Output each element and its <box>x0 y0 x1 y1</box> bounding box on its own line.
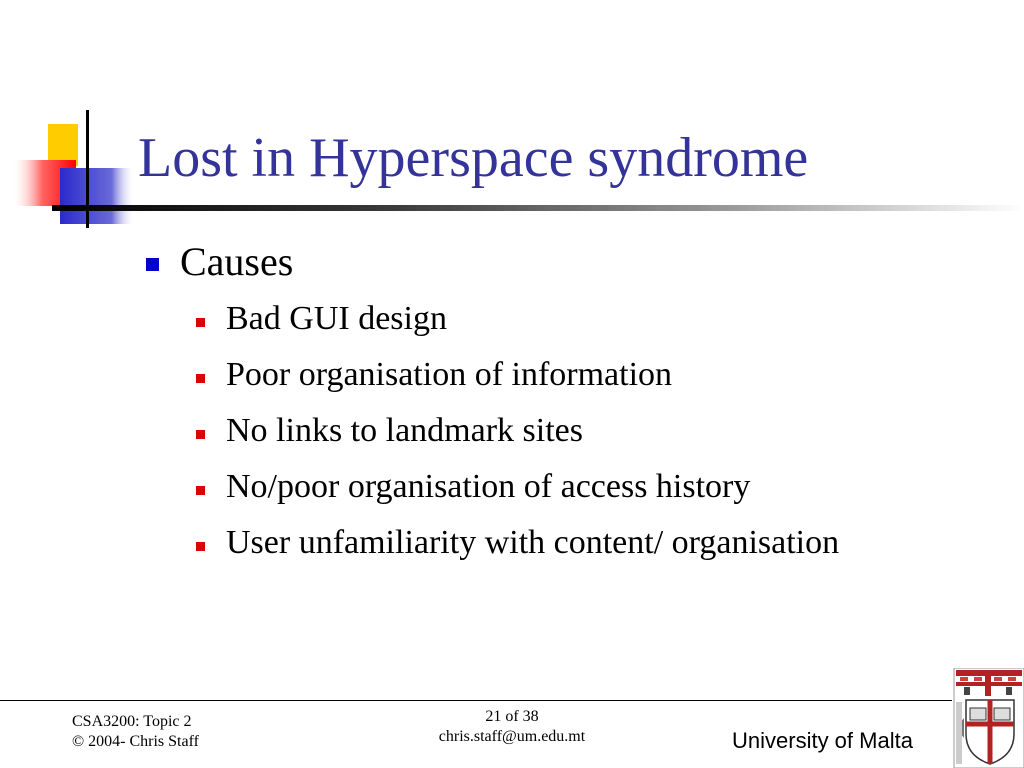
title-underline <box>52 205 1024 211</box>
footer-institution: University of Malta <box>732 728 913 753</box>
sub-bullet-poor-organisation: Poor organisation of information <box>226 356 673 393</box>
corner-logo-graphic <box>0 0 140 240</box>
sub-bullet-marker <box>196 430 205 439</box>
sub-bullet-marker <box>196 486 205 495</box>
bullet-causes: Causes <box>180 239 294 284</box>
sub-bullet-no-links-landmark: No links to landmark sites <box>226 412 583 449</box>
sub-bullet-marker <box>196 542 205 551</box>
bullet-marker-causes <box>146 258 159 271</box>
footer-course: CSA3200: Topic 2 <box>72 713 192 730</box>
sub-bullet-marker <box>196 374 205 383</box>
footer-divider <box>0 700 955 701</box>
sub-bullet-user-unfamiliarity: User unfamiliarity with content/ organisation <box>226 524 840 561</box>
slide-title: Lost in Hyperspace syndrome <box>138 127 809 189</box>
sub-bullet-bad-gui-design: Bad GUI design <box>226 300 447 337</box>
footer-left <box>72 712 199 752</box>
page-number: 21 of 38 <box>485 708 539 725</box>
footer-center <box>412 707 612 747</box>
sub-bullet-marker <box>196 318 205 327</box>
sub-bullet-access-history: No/poor organisation of access history <box>226 468 751 505</box>
university-crest-icon <box>952 668 1024 768</box>
footer-copyright: © 2004- Chris Staff <box>72 733 199 750</box>
footer-email: chris.staff@um.edu.mt <box>438 728 586 745</box>
